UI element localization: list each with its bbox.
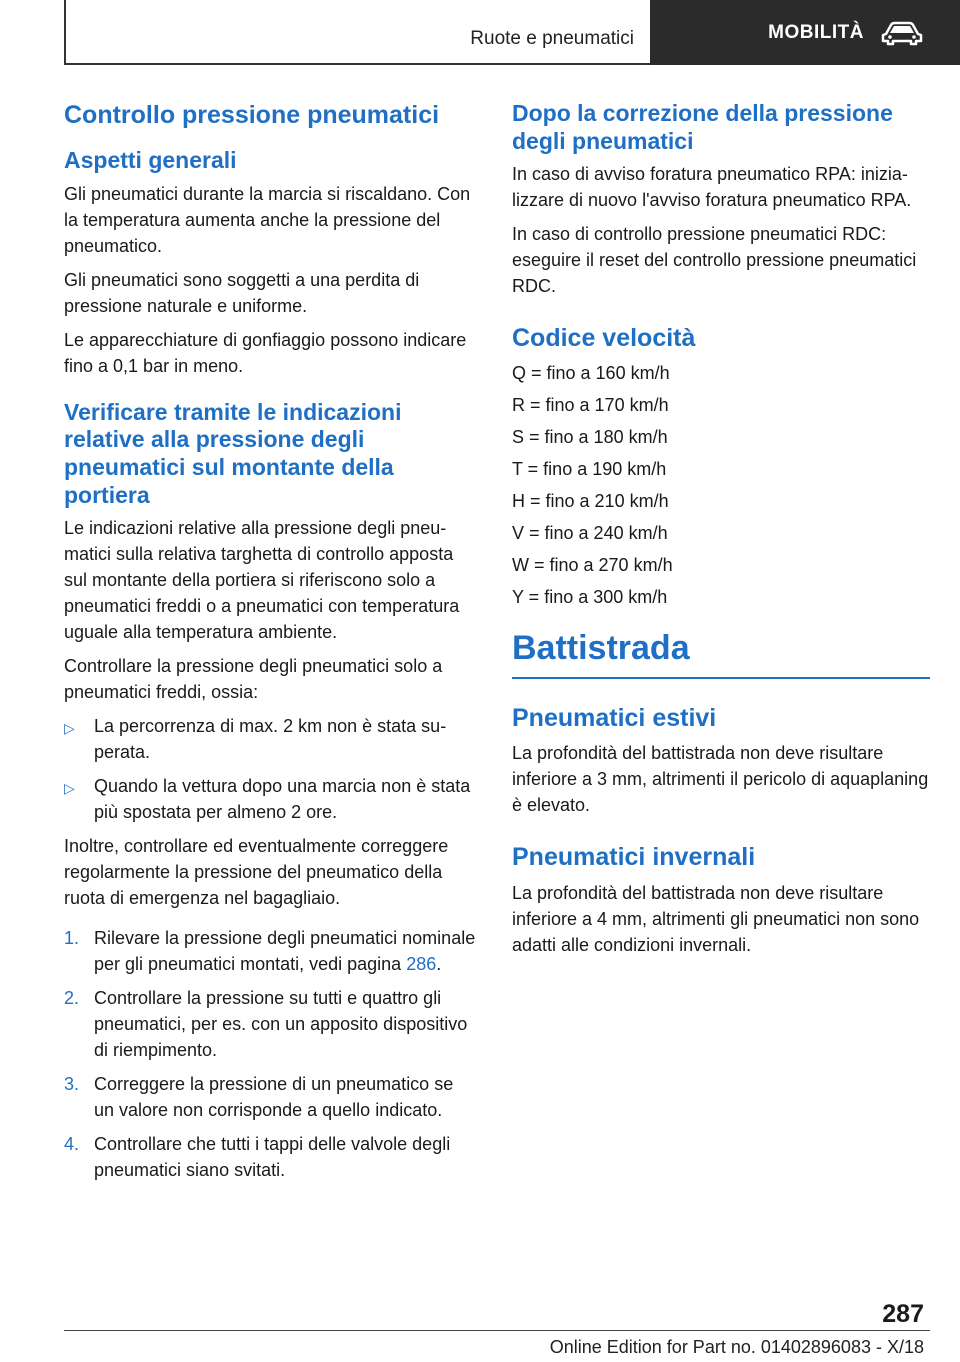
bullet-text: La percorrenza di max. 2 km non è stata superata. [94, 716, 447, 763]
step-text: Controllare la pressione su tutti e quattro gli pneumatici, per es. con un apposito dispositivo di riempimento. [94, 988, 468, 1061]
section-title: Controllo pressione pneumatici [64, 101, 440, 129]
header-left-rule [64, 0, 66, 64]
step-text: Correggere la pressione di un pneumatico se un valore non corrisponde a quello indicato. [94, 1074, 454, 1121]
general-paragraph-2: Gli pneumatici sono soggetti a una perdita di pressione naturale e uniforme. [64, 269, 420, 316]
step-number: 1. [64, 928, 80, 949]
list-item: H = fino a 210 km/h [512, 491, 669, 512]
car-icon [880, 20, 924, 46]
edition-note: Online Edition for Part no. 01402896083 - X/18 [549, 1337, 924, 1357]
speed-code-list [512, 360, 930, 610]
bullet-triangle-icon: ▷ [64, 780, 75, 797]
list-item: T = fino a 190 km/h [512, 459, 667, 480]
step-item [64, 1071, 478, 1123]
summer-tires-heading: Pneumatici estivi [512, 704, 717, 733]
verify-paragraph-2: Controllare la pressione degli pneumatici solo a pneumatici freddi, ossia: [64, 656, 443, 703]
step-number: 4. [64, 1134, 80, 1155]
winter-tires-heading: Pneumatici invernali [512, 843, 756, 872]
list-item: R = fino a 170 km/h [512, 395, 669, 416]
list-item [64, 713, 478, 765]
list-item: W = fino a 270 km/h [512, 555, 673, 576]
step-item [64, 925, 478, 977]
verify-heading: Verificare tramite le indicazioni relative alla pressione degli pneumatici sul montante della portiera [64, 398, 402, 508]
after-paragraph-2: In caso di controllo pressione pneumatici RDC: eseguire il reset del controllo pressione pneumatici RDC. [512, 224, 917, 297]
header-bottom-rule [64, 63, 650, 65]
list-item [64, 773, 478, 825]
after-paragraph-1: In caso di avviso foratura pneumatico RPA: inizializzare di nuovo l'avviso foratura pneumatico RPA. [512, 164, 912, 211]
header-chapter-title: MOBILITÀ [768, 21, 864, 43]
verify-paragraph-3: Inoltre, controllare ed eventualmente correggere regolarmente la pressione del pneumatico della ruota di emergenza nel bagagliaio. [64, 836, 449, 909]
bullet-triangle-icon: ▷ [64, 720, 75, 737]
page-number: 287 [882, 1300, 924, 1328]
verify-paragraph-1: Le indicazioni relative alla pressione degli pneumatici sulla relativa targhetta di controllo apposta sul montante della portiera si riferiscono solo a pneumatici freddi o a pneumatici con temperatura uguale alla temperatura ambiente. [64, 518, 460, 643]
header-chapter-tab[interactable] [650, 0, 960, 65]
after-correction-heading: Dopo la correzione della pressione degli pneumatici [512, 100, 893, 154]
page-reference-link[interactable]: 286 [406, 954, 437, 975]
step-number: 2. [64, 988, 80, 1009]
step-item [64, 1131, 478, 1183]
general-paragraph-1: Gli pneumatici durante la marcia si riscaldano. Con la temperatura aumenta anche la pressione del pneumatico. [64, 183, 471, 256]
list-item: Y = fino a 300 km/h [512, 587, 668, 608]
list-item: S = fino a 180 km/h [512, 427, 668, 448]
right-column [512, 100, 930, 966]
header-section-title: Ruote e pneumatici [470, 28, 634, 49]
speed-code-heading: Codice velocità [512, 324, 696, 353]
general-heading: Aspetti generali [64, 147, 237, 174]
step-number: 3. [64, 1074, 80, 1095]
bullet-text: Quando la vettura dopo una marcia non è stata più spostata per almeno 2 ore. [94, 776, 471, 823]
summer-tires-paragraph: La profondità del battistrada non deve risultare inferiore a 3 mm, altrimenti il pericolo di aquaplaning è elevato. [512, 743, 929, 816]
winter-tires-paragraph: La profondità del battistrada non deve risultare inferiore a 4 mm, altrimenti gli pneumatici non sono adatti alle condizioni invernali. [512, 882, 920, 955]
list-item: V = fino a 240 km/h [512, 523, 668, 544]
list-item: Q = fino a 160 km/h [512, 363, 670, 384]
footer-rule [64, 1330, 930, 1331]
step-text: Rilevare la pressione degli pneumatici nominale per gli pneumatici montati, vedi pagina 286. [94, 928, 476, 975]
tread-heading: Battistrada [512, 628, 930, 679]
step-item [64, 985, 478, 1063]
left-column [64, 100, 478, 1191]
step-text: Controllare che tutti i tappi delle valvole degli pneumatici siano svitati. [94, 1134, 451, 1181]
general-paragraph-3: Le apparecchiature di gonfiaggio possono indicare fino a 0,1 bar in meno. [64, 329, 467, 376]
